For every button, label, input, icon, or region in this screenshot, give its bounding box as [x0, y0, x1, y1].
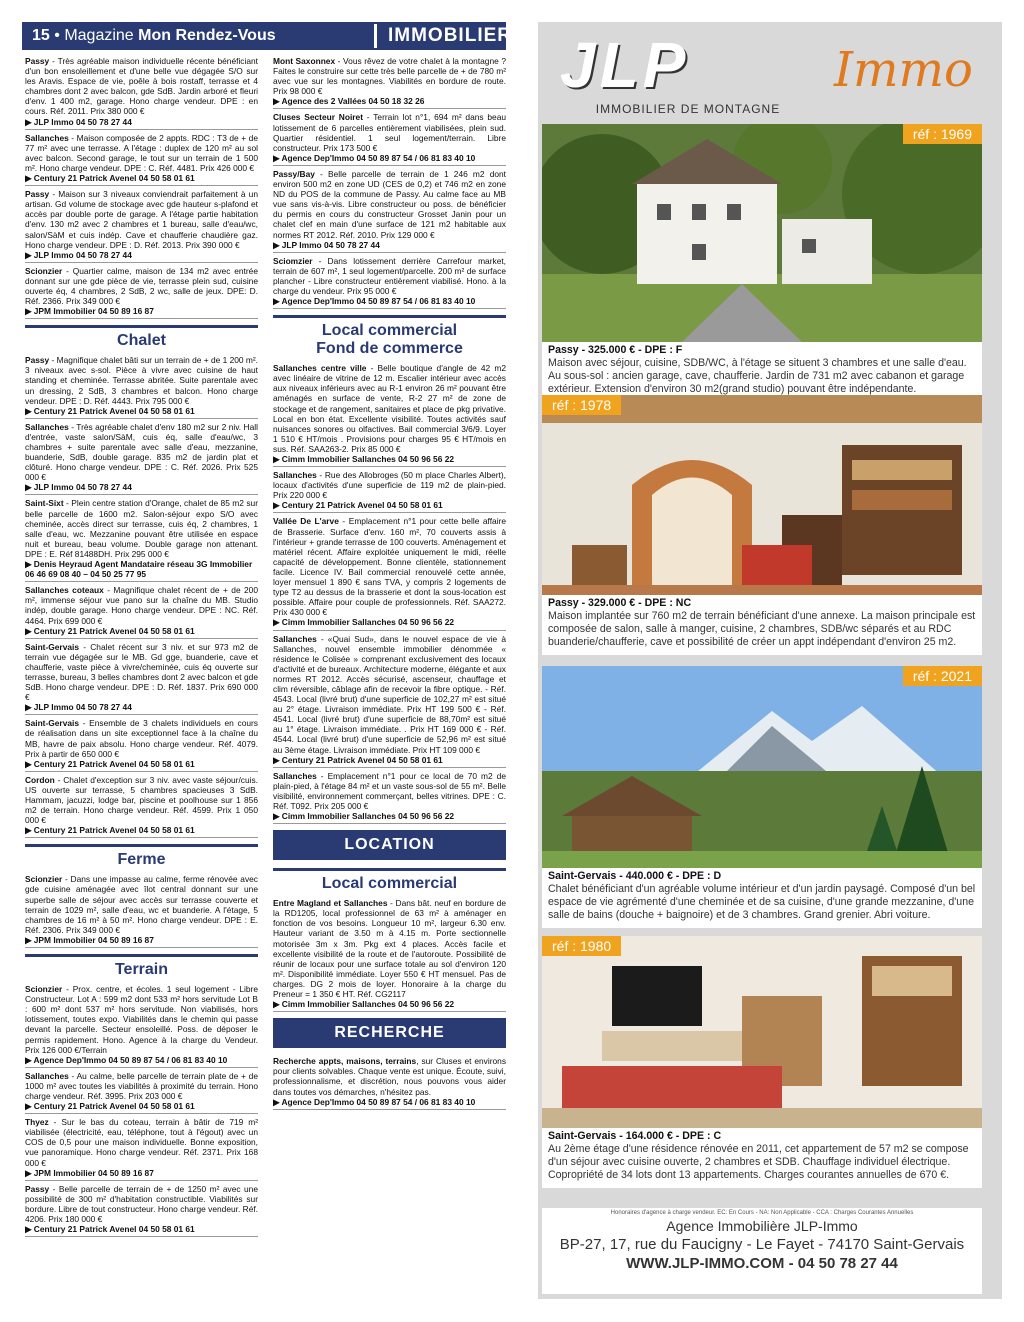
- ad-location: Thyez: [25, 1117, 49, 1128]
- listing-ad: [25, 984, 258, 1068]
- page-header: [22, 22, 512, 50]
- agency-contact: [542, 1208, 982, 1294]
- category-local-commercial-location: Local commercial: [273, 868, 506, 893]
- listing-1[interactable]: réf : 1969 Passy - 325.000 € - DPE : F Maison avec séjour, cuisine, SDB/WC, à l'étage se situent 3 chambres et une salle d'eau. Au sous-sol : ancien garage, cave, chaufferie. Jardin de 731 m2 avec cabanon et garage extérieur. Extension d'environ 30 m2(grand studio) pouvant être indépendante.: [542, 124, 982, 402]
- ad-body: - Magnifique chalet récent de + de 200 m², immense séjour vue pano sur la chaîne du MB. Studio indép, double garage. Hono charge vendeur. DPE : NC. Réf. 4464. Prix 699 000 €: [25, 585, 258, 626]
- listing-ad: [273, 898, 506, 1012]
- ad-body: - Rue des Allobroges (50 m place Charles Albert), locaux d'activités d'une superficie de 119 m2 de plain-pied. Prix 220 000 €: [273, 470, 506, 501]
- listing-ad: [273, 256, 506, 309]
- ad-location: Recherche appts, maisons, terrains: [273, 1056, 417, 1067]
- location-band: LOCATION: [273, 830, 506, 860]
- listing-ad: [25, 498, 258, 582]
- ad-contact[interactable]: ▶ Century 21 Patrick Avenel 04 50 58 01 61: [273, 500, 443, 511]
- ad-body: - Sur le bas du coteau, terrain à bâtir de 719 m² viabilisée (électricité, eau, téléphone, tout à l'égout) avec un COS de 0,5 pour une maison individuelle. Bonne exposition, vue panoramique. Hono charge vendeur. Réf. 2371. Prix 168 000 €: [25, 1117, 258, 1168]
- ad-contact[interactable]: ▶ Agence Dep'Immo 04 50 89 87 54 / 06 81 83 40 10: [273, 296, 476, 307]
- ad-body: - Maison composée de 2 appts. RDC : T3 de + de 77 m² avec une terrasse. A l'étage : duplex de 120 m² au sol avec balcon. Second garage, le tout sur un terrain de 1 500 m². Hono charge vendeur. DPE : C. Réf. 4481. Prix 426 000 €: [25, 132, 258, 173]
- ad-location: Sallanches: [25, 1070, 69, 1081]
- ad-contact[interactable]: ▶ Century 21 Patrick Avenel 04 50 58 01 61: [25, 1101, 195, 1112]
- ad-contact[interactable]: ▶ Century 21 Patrick Avenel 04 50 58 01 61: [25, 825, 195, 836]
- listing-2[interactable]: réf : 1978 Passy - 329.000 € - DPE : NC Maison implantée sur 760 m2 de terrain bénéficiant d'une annexe. La maison principale est composée de salon, salle à manger, cuisine, 2 chambres, SDB/wc séparés et au RDC buanderie/chaufferie, cave et possibilité de créer un appt indépendant d'environ 25 m2.: [542, 395, 982, 655]
- listing-ad: [25, 642, 258, 716]
- listing-ad: [273, 516, 506, 630]
- category-ferme: Ferme: [25, 844, 258, 869]
- ad-location: Scionzier: [25, 265, 63, 276]
- ad-location: Scionzier: [25, 874, 63, 885]
- listing-ad: [273, 169, 506, 253]
- ad-contact[interactable]: ▶ JLP Immo 04 50 78 27 44: [25, 116, 132, 127]
- ad-body: - Magnifique chalet bâti sur un terrain de + de 1 200 m². 3 niveaux avec s-sol. Pièce à vivre avec cuisine de haut standing et cheminée. Terrasse abritée. Suite parentale avec un dressing, 2 SdB, 3 chambres et balcon. Hono charge vendeur. DPE : D. Réf. 4443. Prix 795 000 €: [25, 355, 258, 406]
- ad-body: - Dans une impasse au calme, ferme rénovée avec gde cuisine aménagée avec îlot central donnant sur une superbe salle de séjour avec accès sur terrasse couverte et terrain de 1029 m², salle d'eau, wc et buanderie. A l'étage, 5 chambres de 16 m² à 50 m². Hono charge vendeur. DPE : E. Réf. 2306. Prix 349 000 €: [25, 874, 258, 935]
- listing-ad: [25, 1184, 258, 1237]
- ad-location: Cluses Secteur Noiret: [273, 112, 363, 123]
- listing-ad: [25, 266, 258, 319]
- ad-location: Sallanches: [273, 633, 317, 644]
- ad-contact[interactable]: ▶ JPM Immobilier 04 50 89 16 87: [25, 1167, 154, 1178]
- listing-ad: [25, 775, 258, 839]
- ad-contact[interactable]: ▶ Agence Dep'Immo 04 50 89 87 54 / 06 81 83 40 10: [273, 1096, 476, 1107]
- category-terrain: Terrain: [25, 954, 258, 979]
- ad-location: Entre Magland et Sallanches: [273, 898, 388, 909]
- ad-contact[interactable]: ▶ JLP Immo 04 50 78 27 44: [273, 239, 380, 250]
- ad-location: Sciomzier: [273, 255, 313, 266]
- listing-ad: [25, 718, 258, 771]
- fees-note: Honoraires d'agence à charge vendeur. EC: En Cours - NA: Non Applicable - CCA : Charges Courantes Annuelles: [610, 1210, 914, 1216]
- listing-4[interactable]: réf : 1980 Saint-Gervais - 164.000 € - DPE : C Au 2ème étage d'une résidence rénovée en 2011, cet appartement de 57 m2 se compose d'un séjour avec cuisine ouverte, 2 chambres et SDB. Chauffage individuel électrique. Copropriété de 34 lots dont 13 appartements. Charges courantes annuelles de 670 €.: [542, 936, 982, 1188]
- listing-ad: [25, 1117, 258, 1181]
- ad-location: Sallanches: [273, 470, 317, 481]
- column-left: [25, 56, 258, 1240]
- ad-body: - Chalet récent sur 3 niv. et sur 973 m2 de terrain vue dégagée sur le MB. Gd gge, buanderie, cave et chaufferie, vaste pièce à vivre/cheminée, cuis éq ouverte sur terrasse, bureau, 3 belles chambres dont 2 avec balcon et gde SdB. Hono charge vendeur. DPE : D. Réf. 1837. Prix 690 000 €: [25, 641, 258, 703]
- ad-body: - Très agréable maison individuelle récente bénéficiant d'un bon ensoleillement et d'une belle vue dégagée S/O sur les Aravis. Espace de vie, poêle à bois rostaff, terrasse et 4 chambres dont 2 avec balcon, gde SdB. Jardin arboré et fleuri d'env. 1 400 m2, garage. Hono charge vendeur. DPE : en cours. Réf. 2011. Prix 380 000 €: [25, 56, 258, 117]
- ad-contact[interactable]: ▶ Century 21 Patrick Avenel 04 50 58 01 61: [25, 405, 195, 416]
- ad-location: Sallanches: [25, 421, 69, 432]
- listing-ad: [273, 771, 506, 824]
- chalet-photo: réf : 2021: [542, 666, 982, 868]
- ad-contact[interactable]: ▶ Cimm Immobilier Sallanches 04 50 96 56 22: [273, 454, 455, 464]
- ad-contact[interactable]: ▶ Century 21 Patrick Avenel 04 50 58 01 61: [25, 1224, 195, 1235]
- jlp-advert: [538, 22, 1002, 1299]
- ad-body: - Belle parcelle de terrain de + de 1250 m² avec une possibilité de 300 m² d'habitation constructible. Viabilités sur bordure. Libre de tout constructeur. Hono charge vendeur. Réf. 4206. Prix 180 000 €: [25, 1183, 258, 1224]
- listing-ad: [273, 363, 506, 467]
- ad-body: - Terrain lot n°1, 694 m² dans beau lotissement de 6 parcelles entièrement viabilisées, plein sud. Quartier résidentiel. 1 seul logement/terrain. Libre constructeur. Prix 173 500 €: [273, 112, 506, 153]
- ad-contact[interactable]: ▶ Century 21 Patrick Avenel 04 50 58 01 61: [25, 625, 195, 636]
- ad-contact[interactable]: ▶ JLP Immo 04 50 78 27 44: [25, 249, 132, 260]
- ad-body: - Belle boutique d'angle de 42 m2 avec linéaire de vitrine de 12 m. Escalier intérieur avec accès aux niveaux inférieurs avec au R-1 environ 26 m² pouvant être aménagés en surface de vente, R-2 27 m² de zone de stockage et de rangement, sanitaires et place de pkg privative. Local en bon état. Excellente visibilité. Toutes activités sauf nuisances sonores ou olfactives. Bail commercial 3/6/9. Loyer 1 510 € HT/mois . Provisions pour charges 95 € HT/mois en sus. Réf. SAA263-2. Prix 85 000 €: [273, 363, 506, 454]
- ad-body: - Emplacement n°1 pour cette belle affaire de Brasserie. Surface d'env. 160 m², 70 couverts assis à l'intérieur + grande terrasse de 100 couverts. Aménagement et matériel récent. Affaire exploitée uniquement le midi, réelle capacité de développement. Bonne clientèle, stationnement facile. Licence IV. Bail commercial renouvelé cette année, loyer mensuel 1 890 € sans TVA, y compris 2 logements de type T2 au dessus de la brasserie et dont la sous-location est possible. Affaire pour couple de professionnels. Réf. SAA272. Prix 430 000 €: [273, 516, 506, 618]
- listing-ad: [273, 634, 506, 768]
- ad-contact[interactable]: ▶ JLP Immo 04 50 78 27 44: [25, 482, 132, 493]
- ad-location: Passy: [25, 1183, 50, 1194]
- ad-body: - Plein centre station d'Orange, chalet de 85 m2 sur belle parcelle de 1600 m2. Salon-séjour expo S/O avec cheminée, accès direct sur terrasse, cuis éq, 2 chambres, 1 salle d'eau, wc. Mezzanine pouvant être utilisée en espace nuit et bureau, beau volume. Double garage non attenant. DPE : E. Réf 81488DH. Prix 295 000 €: [25, 498, 258, 559]
- ad-location: Mont Saxonnex: [273, 56, 336, 66]
- ad-contact[interactable]: ▶ JPM Immobilier 04 50 89 16 87: [25, 934, 154, 945]
- listing-ad: [25, 189, 258, 263]
- listing-3[interactable]: réf : 2021 Saint-Gervais - 440.000 € - DPE : D Chalet bénéficiant d'un agréable volume intérieur et d'un jardin paysagé. Composé d'un bel espace de vie agrémenté d'une cheminée et de sa cuisine, d'une grande mezzanine, d'une salle de bains (douche + baignoire) et de 3 chambres. Grand grenier. Abri voiture.: [542, 666, 982, 928]
- ad-location: Saint-Gervais: [25, 718, 79, 729]
- ad-body: - Belle parcelle de terrain de 1 246 m2 dont environ 500 m2 en zone UD (CES de 0,2) et 746 m2 en zone ND du POS de la commune de Passy. Au calme face au MB vue sans vis-à-vis. Libre constructeur ou poss. de bénéficier du permis en cours du constructeur Grosset Janin pour un chalet clef en main d'une surface de 121 m2 habitable aux normes RT 2012. Réf. 2010. Prix 129 000 €: [273, 168, 506, 240]
- listing-ad: [25, 133, 258, 186]
- ad-contact[interactable]: ▶ Cimm Immobilier Sallanches 04 50 96 56 22: [273, 999, 455, 1010]
- listing-ad: [273, 112, 506, 165]
- ad-body: - Prox. centre, et écoles. 1 seul logement - Libre Constructeur. Lot A : 599 m2 dont 533 m² hors servitude Lot B : 600 m² dont 537 m² hors servitude. Non viabilisés, hors lotissement, toutes expo. Viabilités dans le chemin qui passe devant la parcelle. Secteur ensoleillé. Poss. de déposer le permis rapidement. Hono. Agence à la charge du Vendeur. Prix 126 000 €/Terrain: [25, 984, 258, 1055]
- ad-location: Passy: [25, 56, 50, 66]
- listing-ad: [25, 422, 258, 496]
- recherche-band: RECHERCHE: [273, 1018, 506, 1048]
- ad-body: - Chalet d'exception sur 3 niv. avec vaste séjour/cuis. US ouverte sur terrasse, 5 chambres spacieuses 3 SdB. Hammam, jacuzzi, lodge bar, piscine et poolhouse sur 1 856 m2 de terrain. Hono charge vendeur. Réf. 4599. Prix 1 050 000 €: [25, 774, 258, 826]
- section-title: IMMOBILIER: [388, 25, 512, 46]
- ad-body: - «Quai Sud», dans le nouvel espace de vie à Sallanches, nouvel ensemble immobilier dénommée « résidence le Colisée » comprenant exclusivement des locaux d'activité et de bureaux. Architecture moderne, élégante et aux normes RT 2012. Accès sécurisé, ascenseur, chauffage et clim réversible, câblage afin de recevoir la fibre optique. - Réf. 4543. Local (livré brut) d'une superficie de 102,27 m² est situé au 2° étage. Livraison immédiate. Prix HT 199 500 € - Réf. 4541. Local (livré brut) d'une superficie de 88,70m² est situé au 1° étage. Livraison immédiate. . Prix HT 169 000 € - Réf. 4544. Local (livré brut) d'une superficie de 52,96 m² est situé au 3ème étage. Livraison immédiate. Prix HT 109 000 €: [273, 633, 506, 755]
- ad-location: Sallanches coteaux: [25, 585, 104, 596]
- ad-location: Scionzier: [25, 984, 63, 995]
- ad-body: - Ensemble de 3 chalets individuels en cours de réalisation dans un site exceptionnel face à la chaîne du MB, havre de paix absolu. Hono charge vendeur. Réf. 4079. Prix à partir de 650 000 €: [25, 718, 258, 759]
- ad-body: - Maison sur 3 niveaux conviendrait parfaitement à un artisan. Gd volume de stockage avec gde hauteur s-plafond et accès par double porte de garage. A l'étage partie habitation d'env. 130 m2 avec 2 chambres et 1 bureau, salle d'eau/wc, salon/SàM et cuis indép. Cave et chaufferie chaudière gaz. Hono charge vendeur. DPE : D. Réf. 2013. Prix 390 000 €: [25, 189, 258, 250]
- ad-body: - Au calme, belle parcelle de terrain plate de + de 1000 m² avec toutes les viabilités à proximité du terrain. Hono charge vendeur. Réf. 3995. Prix 203 000 €: [25, 1070, 258, 1101]
- ad-body: - Vous rêvez de votre chalet à la montagne ? Faites le construire sur cette très belle parcelle de + de 780 m² avec vue sur les montagnes. Viabilités en bordure de route. Prix 98 000 €: [273, 56, 506, 97]
- ad-contact[interactable]: ▶ Cimm Immobilier Sallanches 04 50 96 56 22: [273, 811, 455, 822]
- ad-body: - Emplacement n°1 pour ce local de 70 m2 de plain-pied, à l'étage 84 m² et un vaste sous-sol de 55 m². Belle visibilité, environnement commerçant, belles vitrines. DPE : C. Réf. T092. Prix 205 000 €: [273, 770, 506, 811]
- ad-contact[interactable]: ▶ JPM Immobilier 04 50 89 16 87: [25, 306, 154, 317]
- category-local-commercial: Local commercial Fond de commerce: [273, 315, 506, 358]
- listing-ad: [273, 56, 506, 109]
- category-chalet: Chalet: [25, 325, 258, 350]
- ad-location: Sallanches centre ville: [273, 363, 367, 374]
- ad-body: , sur Cluses et environs pour clients solvables. Chaque vente est unique. Écoute, suivi, professionnalisme, et discrétion, nous pouvons vous aider dans toutes vos démarches, n'hésitez pas.: [273, 1056, 506, 1097]
- listing-ad: [273, 470, 506, 513]
- ad-contact[interactable]: ▶ Century 21 Patrick Avenel 04 50 58 01 61: [25, 173, 195, 184]
- column-middle: [273, 56, 506, 1113]
- listing-ad: [25, 1071, 258, 1114]
- ad-contact[interactable]: ▶ Century 21 Patrick Avenel 04 50 58 01 61: [273, 754, 443, 765]
- house-photo: réf : 1969: [542, 124, 982, 342]
- ad-location: Cordon: [25, 774, 55, 785]
- ad-contact[interactable]: ▶ Agence des 2 Vallées 04 50 18 32 26: [273, 96, 425, 107]
- listing-ad: [25, 355, 258, 419]
- jlp-logo: JLP Immo IMMOBILIER DE MONTAGNE: [538, 22, 1002, 120]
- listing-ad: [25, 585, 258, 638]
- listing-ad: [25, 56, 258, 130]
- ad-body: - Très agréable chalet d'env 180 m2 sur 2 niv. Hall d'entrée, vaste salon/SàM, cuis éq, salle d'eau/wc, 3 chambres + suite parentale avec salle d'eau, mezzanine, buanderie, SdB, double garage. 835 m2 de jardin plat et clôturé. Hono charge vendeur. DPE : C. Réf. 2026. Prix 525 000 €: [25, 421, 258, 483]
- header-divider: [374, 24, 377, 48]
- agency-address: BP-27, 17, rue du Faucigny - Le Fayet - 74170 Saint-Gervais: [559, 1236, 965, 1253]
- interior-photo: réf : 1978: [542, 395, 982, 595]
- ad-body: - Dans bât. neuf en bordure de la RD1205, local professionnel de 63 m² à aménager en fonction de vos besoins. Longueur 10 m², largeur 6.30 env. Hauteur variant de 3.50 m à 4.15 m. Porte sectionnelle motorisée 3m x 3m. Pkg ext 4 places. Accès facile et excellente visibilité de la route et de l'autoroute. Possibilité de réunir de locaux pour une surface totale au sol d'environ 120 m². Disponibilité immédiate. Loyer 550 € HT mensuel. Pas de charges. DG 2 mois de loyer. Honoraire à la charge du Preneur = 1 350 € HT. Réf. CG2117: [273, 898, 506, 1000]
- listing-ad: [25, 874, 258, 948]
- ad-location: Passy: [25, 355, 50, 366]
- ad-location: Sallanches: [25, 132, 69, 143]
- ad-body: - Quartier calme, maison de 134 m2 avec entrée donnant sur une gde pièce de vie, terrasse plein sud, cuisine ouverte éq, 4 chambres, 2 SdB, 2 wc, salle de jeux. DPE: D. Réf. 2366. Prix 349 000 €: [25, 265, 258, 307]
- ad-contact[interactable]: ▶ Cimm Immobilier Sallanches 04 50 96 56 22: [273, 617, 455, 628]
- agency-name: Agence Immobilière JLP-Immo: [666, 1218, 858, 1234]
- agency-website-link[interactable]: WWW.JLP-IMMO.COM - 04 50 78 27 44: [626, 1255, 898, 1272]
- ad-location: Passy: [25, 189, 50, 200]
- ad-contact[interactable]: ▶ Agence Dep'Immo 04 50 89 87 54 / 06 81 83 40 10: [25, 1054, 228, 1065]
- ad-contact[interactable]: ▶ Denis Heyraud Agent Mandataire réseau 3G Immobilier 06 46 69 08 40 – 04 50 25 77 95: [25, 559, 253, 580]
- ad-location: Sallanches: [273, 770, 317, 781]
- listing-ad: [273, 1056, 506, 1109]
- page-number-title: 15 • Magazine Mon Rendez-Vous: [32, 27, 276, 44]
- ad-contact[interactable]: ▶ JLP Immo 04 50 78 27 44: [25, 702, 132, 713]
- ad-location: Passy/Bay: [273, 168, 315, 179]
- ad-contact[interactable]: ▶ Century 21 Patrick Avenel 04 50 58 01 61: [25, 758, 195, 769]
- ad-body: - Dans lotissement derrière Carrefour market, terrain de 607 m², 1 seul logement/parcelle. 200 m² de surface plancher - Libre constructeur entièrement viabilisé. Hono. à la charge du vendeur. Prix 95 000 €: [273, 255, 506, 296]
- ad-location: Vallée De L'arve: [273, 516, 339, 527]
- jlp-tagline: IMMOBILIER DE MONTAGNE: [595, 102, 781, 116]
- ad-location: Saint-Sixt: [25, 498, 64, 509]
- apartment-photo: réf : 1980: [542, 936, 982, 1128]
- ad-location: Saint-Gervais: [25, 641, 79, 652]
- ad-contact[interactable]: ▶ Agence Dep'Immo 04 50 89 87 54 / 06 81 83 40 10: [273, 152, 476, 163]
